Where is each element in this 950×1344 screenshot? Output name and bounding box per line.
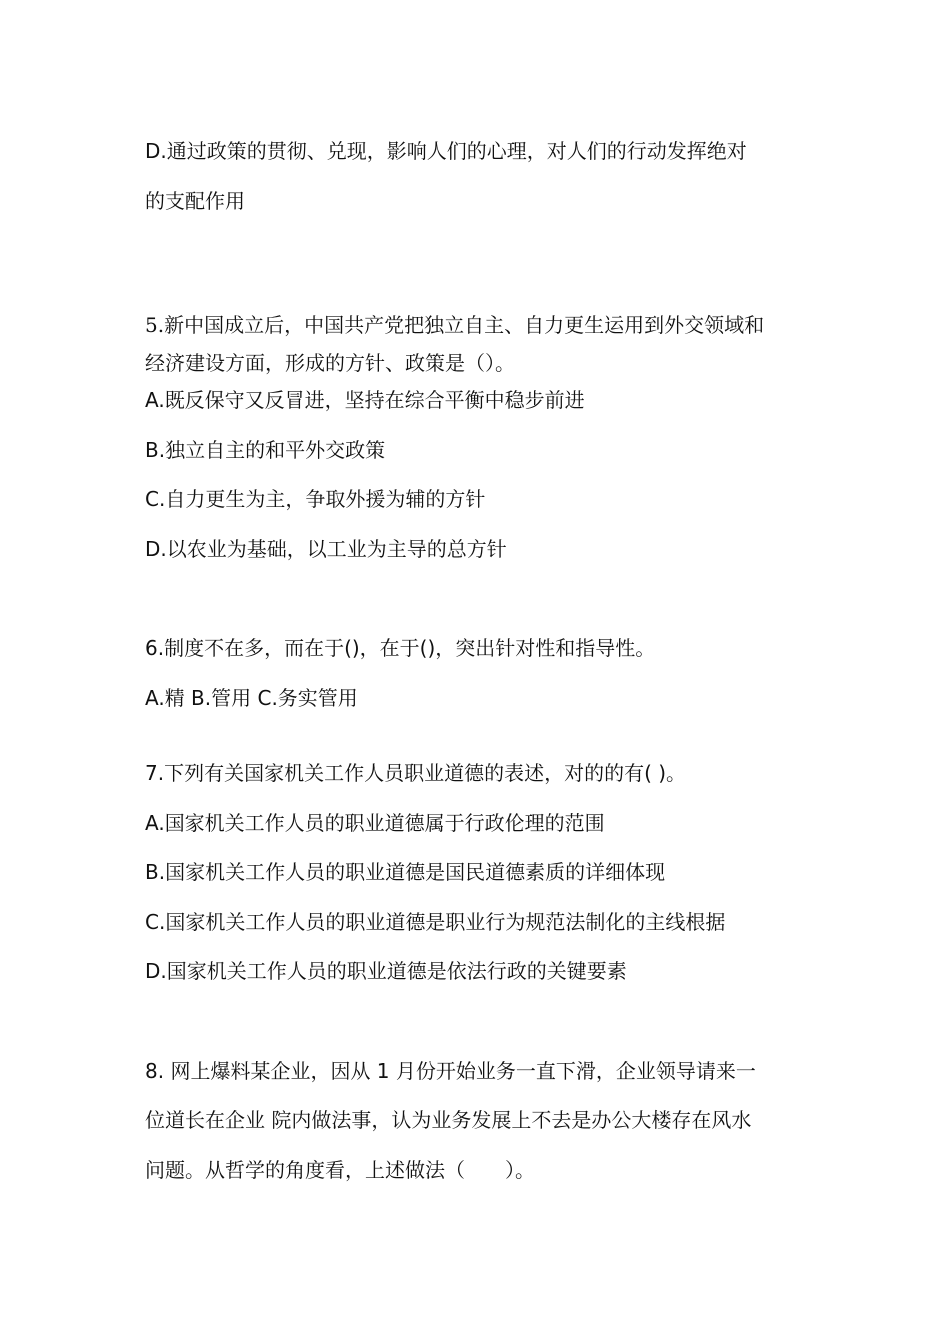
q7-option-d: D.国家机关工作人员的职业道德是依法行政的关键要素 — [145, 959, 627, 983]
q6-stem: 6.制度不在多，而在于()，在于()，突出针对性和指导性。 — [145, 636, 656, 660]
q5-option-d: D.以农业为基础，以工业为主导的总方针 — [145, 537, 507, 561]
q4-option-d-line1: D.通过政策的贯彻、兑现，影响人们的心理，对人们的行动发挥绝对 — [145, 139, 747, 163]
q5-stem-line2: 经济建设方面，形成的方针、政策是（）。 — [145, 351, 515, 375]
q8-stem-line2: 位道长在企业 院内做法事，认为业务发展上不去是办公大楼存在风水 — [145, 1108, 752, 1132]
q7-option-c: C.国家机关工作人员的职业道德是职业行为规范法制化的主线根据 — [145, 910, 726, 934]
q4-option-d-line2: 的支配作用 — [145, 189, 245, 213]
q7-option-b: B.国家机关工作人员的职业道德是国民道德素质的详细体现 — [145, 860, 666, 884]
q5-option-a: A.既反保守又反冒进，坚持在综合平衡中稳步前进 — [145, 388, 585, 412]
q5-stem-line1: 5.新中国成立后，中国共产党把独立自主、自力更生运用到外交领域和 — [145, 313, 765, 337]
q8-stem-line1: 8. 网上爆料某企业，因从 1 月份开始业务一直下滑，企业领导请来一 — [145, 1059, 756, 1083]
q5-option-b: B.独立自主的和平外交政策 — [145, 438, 386, 462]
q7-option-a: A.国家机关工作人员的职业道德属于行政伦理的范围 — [145, 811, 605, 835]
q6-options: A.精 B.管用 C.务实管用 — [145, 686, 358, 710]
q5-option-c: C.自力更生为主，争取外援为辅的方针 — [145, 487, 486, 511]
q7-stem: 7.下列有关国家机关工作人员职业道德的表述，对的的有( )。 — [145, 761, 687, 785]
q8-stem-line3: 问题。从哲学的角度看，上述做法（ ）。 — [145, 1158, 535, 1182]
